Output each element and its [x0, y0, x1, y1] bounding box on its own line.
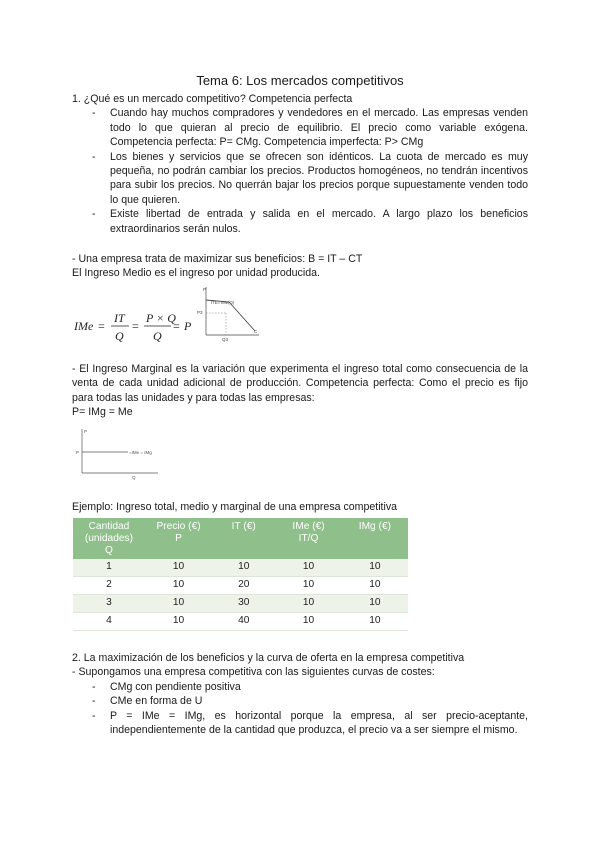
graph-price-label: P3	[197, 310, 203, 315]
table-cell: 10	[212, 559, 275, 577]
formula-frac2-num: P × Q	[146, 311, 176, 325]
list-item	[72, 106, 528, 149]
list-item-text: CMe en forma de U	[110, 695, 203, 708]
bullet-dash: -	[92, 680, 96, 693]
table-row	[73, 613, 408, 631]
list-item	[72, 680, 528, 694]
column-header	[342, 518, 408, 559]
table-cell: 10	[145, 595, 212, 613]
list-item-text: CMg con pendiente positiva	[110, 680, 241, 693]
table-cell: 3	[73, 595, 145, 613]
table-row	[73, 577, 408, 595]
table-cell: 1	[73, 559, 145, 577]
list-item-text: Cuando hay muchos compradores y vendedores en el mercado. Las empresas venden todo lo que quieran al precio de equilibrio. El precio como variable exógena. Competencia perfecta: P= CMg. Competencia imperfecta: P> CMg	[110, 107, 528, 149]
graph-y-label: P	[203, 287, 207, 292]
column-header-line: P	[175, 533, 182, 544]
table-cell: 40	[212, 613, 275, 631]
marginal-revenue-text: - El Ingreso Marginal es la variación que experimenta el ingreso total como consecuencia de la venta de cada unidad adicional de producción. Competencia perfecta: Como el precio es fijo para todas las unidades y para todas las empresas:	[72, 363, 528, 404]
section-2	[72, 651, 528, 737]
bullet-dash: -	[92, 150, 96, 163]
table-cell: 30	[212, 595, 275, 613]
column-header-line: Precio (€)	[156, 521, 201, 532]
table-row	[73, 595, 408, 613]
formula-equals: =	[98, 319, 105, 333]
graph-curve-label: ITE= IMe(Q)	[211, 300, 235, 305]
table-cell: 20	[212, 577, 275, 595]
list-item	[72, 694, 528, 708]
table-cell: 10	[145, 613, 212, 631]
graph-price-label: P	[76, 450, 80, 455]
formula-frac1-num: IT	[114, 311, 125, 325]
table-cell: 10	[342, 595, 408, 613]
formula-frac1-den: Q	[115, 329, 124, 343]
graph-quantity-label: Q3	[222, 337, 229, 342]
graph-x-label: Q	[132, 475, 136, 480]
list-item	[72, 709, 528, 738]
ime-formula	[74, 305, 194, 345]
table-header-row	[73, 518, 408, 559]
formula-frac2-den: Q	[153, 329, 162, 343]
formula-lhs: IMe	[74, 319, 94, 333]
table-cell: 10	[275, 613, 341, 631]
table-row	[73, 559, 408, 577]
column-header-line: Cantidad	[88, 521, 130, 532]
profit-paragraph	[72, 252, 528, 281]
graph-end-label: C	[254, 329, 258, 334]
section-2-heading: 2. La maximización de los beneficios y la curva de oferta en la empresa competitiva	[72, 652, 465, 664]
bullet-dash: -	[92, 709, 96, 722]
formula-equals: =	[173, 319, 180, 333]
column-header-line: IT/Q	[298, 533, 319, 544]
list-item-text: Los bienes y servicios que se ofrecen son idénticos. La cuota de mercado es muy pequeña, no podrán cambiar los precios. Productos homogéneos, no tendrán incentivos para subir los precios. No querrán bajar los precios porque supuestamente venden todo lo que quieren.	[110, 150, 528, 206]
list-item-text: Existe libertad de entrada y salida en el mercado. A largo plazo los beneficios extraordinarios serán nulos.	[110, 208, 528, 235]
table-cell: 10	[145, 559, 212, 577]
page-title: Tema 6: Los mercados competitivos	[196, 73, 404, 88]
column-header-line: IT (€)	[231, 521, 256, 532]
column-header-line: Q	[104, 545, 113, 556]
bullet-dash: -	[92, 208, 96, 221]
column-header-line: (unidades)	[84, 533, 134, 544]
list-item-text: P = IMe = IMg, es horizontal porque la empresa, al ser precio-aceptante, independientemente de la cantidad que produzca, el precio va a ser siempre el mismo.	[110, 709, 528, 737]
revenue-table	[73, 518, 408, 631]
example-section	[72, 500, 528, 514]
column-header-line: IMe (€)	[292, 521, 325, 532]
graph-y-label: P	[84, 429, 88, 434]
column-header	[275, 518, 341, 559]
section-2-intro: - Supongamos una empresa competitiva con las siguientes curvas de costes:	[72, 666, 435, 679]
column-header	[212, 518, 275, 559]
profit-line: - Una empresa trata de maximizar sus beneficios: B = IT – CT	[72, 253, 363, 265]
formula-equals: =	[132, 319, 139, 333]
formula-rhs: P	[184, 319, 192, 333]
example-caption: Ejemplo: Ingreso total, medio y marginal de una empresa competitiva	[72, 501, 398, 513]
ime-line: El Ingreso Medio es el ingreso por unidad producida.	[72, 267, 320, 280]
table-cell: 10	[275, 559, 341, 577]
bullet-dash: -	[92, 107, 96, 120]
graph-line-label: =IMe = IMg	[129, 450, 152, 455]
bullet-dash: -	[92, 695, 96, 708]
marginal-revenue-equation: P= IMg = Me	[72, 406, 133, 419]
section-1-heading: 1. ¿Qué es un mercado competitivo? Competencia perfecta	[72, 93, 353, 105]
table-cell: 10	[342, 613, 408, 631]
table-cell: 2	[73, 577, 145, 595]
table-cell: 10	[275, 577, 341, 595]
list-item	[72, 150, 528, 208]
column-header	[145, 518, 212, 559]
table-cell: 4	[73, 613, 145, 631]
table-cell: 10	[145, 577, 212, 595]
table-cell: 10	[275, 595, 341, 613]
table-cell: 10	[342, 559, 408, 577]
column-header	[73, 518, 145, 559]
section-1	[72, 92, 528, 236]
column-header-line: IMg (€)	[358, 521, 391, 532]
marginal-revenue-paragraph	[72, 362, 528, 420]
marginal-revenue-graph	[74, 426, 164, 480]
table-cell: 10	[342, 577, 408, 595]
average-revenue-graph	[197, 283, 265, 343]
list-item	[72, 207, 528, 236]
